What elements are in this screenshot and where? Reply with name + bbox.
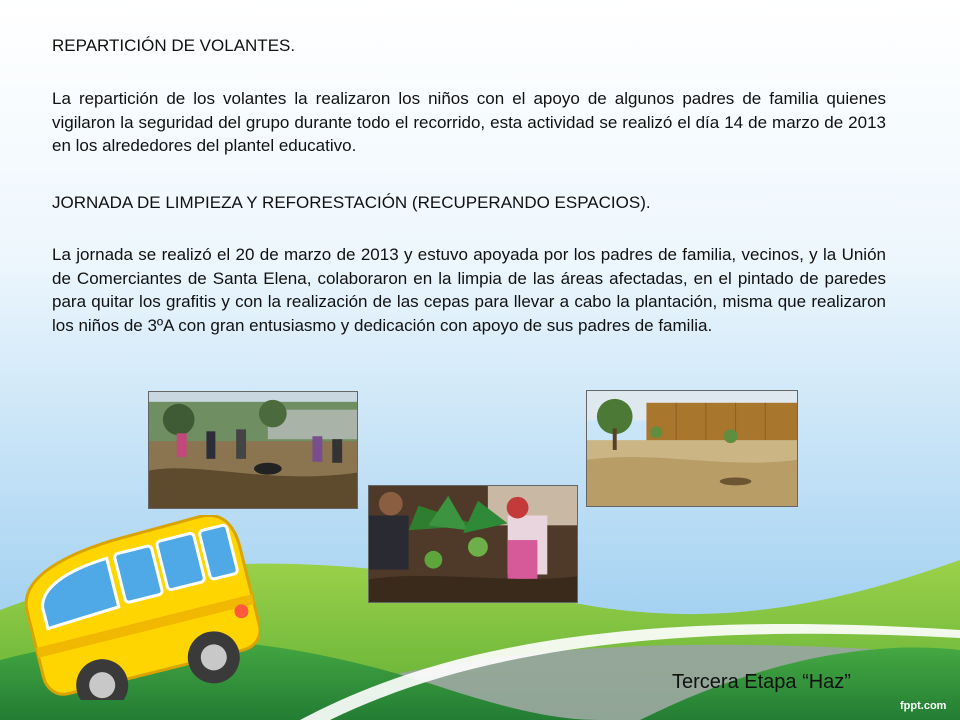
photo-reforested-yard: [586, 390, 798, 507]
brand-watermark: fppt.com: [900, 700, 947, 712]
cartoon-bus-icon: [10, 515, 260, 700]
section1-body: La repartición de los volantes la realizaron los niños con el apoyo de algunos padres de familia quienes vigilaron la seguridad del grupo durante todo el recorrido, esta actividad se realizó el día 14 de marzo de 2013 en los alrededores del plantel educativo.: [52, 89, 886, 155]
section2-heading: JORNADA DE LIMPIEZA Y REFORESTACIÓN (RECUPERANDO ESPACIOS).: [52, 193, 651, 212]
photo-cleaning-lot: [148, 391, 358, 509]
section2-body: La jornada se realizó el 20 de marzo de 2013 y estuvo apoyada por los padres de familia, vecinos, y la Unión de Comerciantes de Santa Elena, colaboraron en la limpia de las áreas afectadas, en el pintado de paredes para quitar los grafitis y con la realización de las cepas para llevar a cabo la plantación, misma que realizaron los niños de 3ºA con gran entusiasmo y dedicación con apoyo de sus padres de familia.: [52, 245, 886, 335]
section1-heading: REPARTICIÓN DE VOLANTES.: [52, 36, 296, 55]
photo-planting-palm: [368, 485, 578, 603]
footer-stage-title: Tercera Etapa “Haz”: [672, 671, 851, 693]
